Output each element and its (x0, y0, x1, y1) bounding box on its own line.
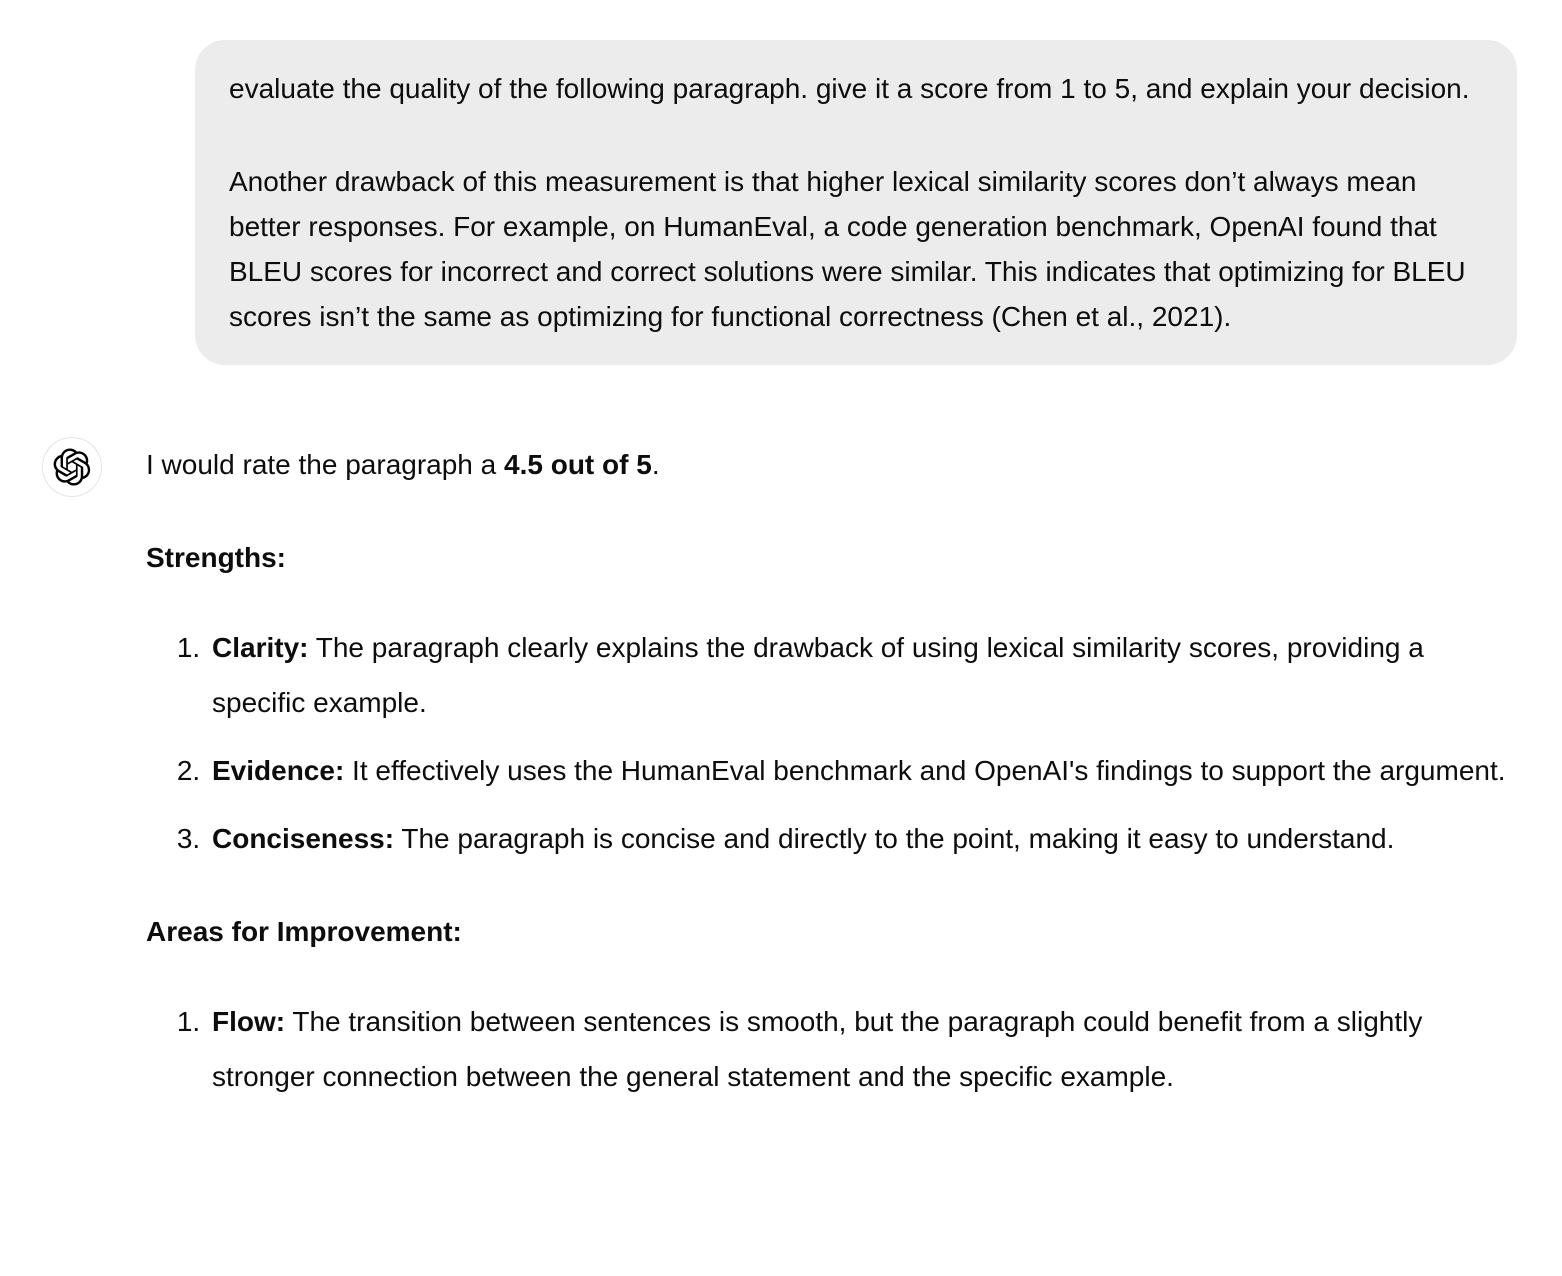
list-item-label: Conciseness: (212, 823, 395, 854)
strengths-heading: Strengths: (146, 542, 286, 573)
assistant-intro (146, 437, 1512, 492)
list-item-conciseness (208, 811, 1512, 866)
list-item-text: The paragraph clearly explains the drawback of using lexical similarity scores, providing a specific example. (212, 632, 1424, 718)
list-item-text: The paragraph is concise and directly to the point, making it easy to understand. (394, 823, 1395, 854)
list-item-text: It effectively uses the HumanEval benchmark and OpenAI's findings to support the argument. (344, 755, 1506, 786)
user-message-row (0, 0, 1562, 365)
openai-logo-icon (53, 448, 91, 486)
list-item-evidence (208, 743, 1512, 798)
intro-suffix: . (651, 449, 660, 480)
assistant-message-row (0, 437, 1562, 1142)
user-message-bubble (195, 40, 1517, 365)
improvements-heading: Areas for Improvement: (146, 916, 462, 947)
assistant-message (146, 437, 1512, 1142)
assistant-avatar (42, 437, 102, 497)
list-item-label: Flow: (212, 1006, 286, 1037)
intro-prefix: I would rate the paragraph a (146, 449, 505, 480)
user-message-paragraph-1: evaluate the quality of the following paragraph. give it a score from 1 to 5, and explain your decision. (229, 73, 1470, 104)
list-item-flow (208, 994, 1512, 1104)
improvements-list (146, 994, 1512, 1104)
list-item-text: The transition between sentences is smooth, but the paragraph could benefit from a slightly stronger connection between the general statement and the specific example. (212, 1006, 1423, 1092)
list-item-label: Evidence: (212, 755, 345, 786)
list-item-label: Clarity: (212, 632, 309, 663)
user-message-paragraph-2: Another drawback of this measurement is that higher lexical similarity scores don’t always mean better responses. For example, on HumanEval, a code generation benchmark, OpenAI found that BLEU scores for incorrect and correct solutions were similar. This indicates that optimizing for BLEU scores isn’t the same as optimizing for functional correctness (Chen et al., 2021). (229, 166, 1466, 332)
strengths-list (146, 620, 1512, 866)
list-item-clarity (208, 620, 1512, 730)
rating-value: 4.5 out of 5 (504, 449, 652, 480)
